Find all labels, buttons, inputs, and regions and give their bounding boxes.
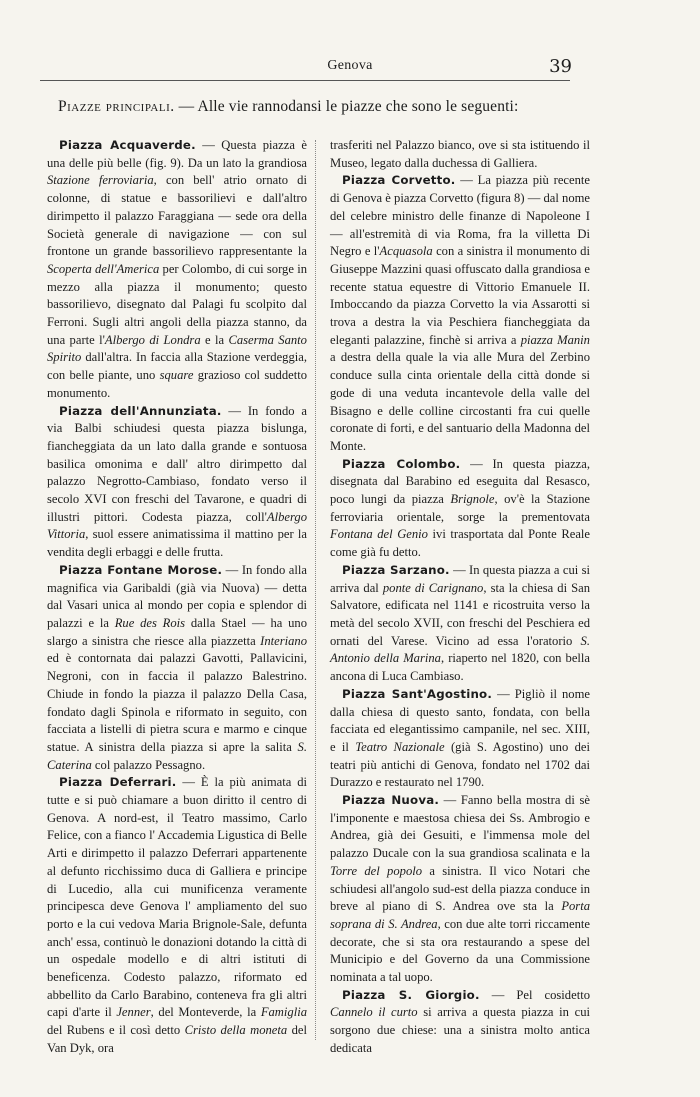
italic-text: Fontana del Genio [330,527,428,542]
italic-text: Acquasola [379,244,433,259]
italic-text: ponte di Carignano [382,580,484,595]
page-number: 39 [549,56,572,77]
column-divider [315,140,316,1040]
italic-text: square [159,368,194,383]
body-text: per Colombo, di cui sorge in mezzo alla piazza il monumento; questo bassorilievo, disegnato dal Palagi fu scolpito dal Ferroni. Sugli altri angoli della piazza stanno, da una parte l' [47,261,307,347]
body-text: trasferiti nel Palazzo bianco, ove si sta istituendo il Museo, legato dalla duchessa di Galliera. [330,138,590,170]
paragraph [330,987,590,1058]
running-title: Genova [327,58,373,73]
body-text: — In questa piazza, disegnata dal Barabino ed eseguita dal Resasco, poco lungi da piazza [330,456,591,507]
body-text: del Van Dyk, ora [47,1023,307,1055]
paragraph-heading: Piazza Sarzano. [342,562,450,577]
body-text: , con due alte torri riccamente decorate, che si sta ora restaurando a spese del Municipio e del Governo da una Commissione nominata a tal uopo. [330,916,590,985]
body-text: ivi trasportata dal Ponte Reale come già fu detto. [330,527,590,560]
paragraph [47,562,307,774]
body-text: si arriva a questa piazza in cui sorgono due chiese: una a sinistra molto antica dedicata [330,1005,590,1055]
paragraph-heading: Piazza Deferrari. [59,775,177,790]
body-text: — È la più animata di tutte e si può chiamare a buon diritto il centro di Genova. A nord-est, il Teatro massimo, Carlo Felice, con a fianco l' Accademia Ligustica di Belle Arti e dirimpetto il palazzo Deferrari appartenente al defunto ricchissimo duca di Galliera e principe di Lucedio, alla cui munificenza veramente principesca deve Genova l' ampliamento del suo porto e la cui vedova Maria Brignole-Sale, defunta anch' essa, continuò le donazioni dotando la città di un ospedale modello e di altri istituti di beneficenza. Codesto palazzo, riformato ed abbellito da Carlo Barabino, conteneva fra gli altri capi d'arte il [47,775,307,1020]
italic-text: Teatro Nazionale [355,739,445,754]
italic-text: Famiglia [260,1005,307,1020]
section-intro [58,98,578,116]
italic-text: Rue des Rois [114,615,186,630]
paragraph-heading: Piazza dell'Annunziata. [59,403,222,418]
body-text: — Pigliò il nome dalla chiesa di questo santo, fondata, con bella facciata ed elegantissimo campanile, nel sec. XIII, e il [330,686,590,754]
italic-text: Albergo Vittoria [47,509,307,542]
body-text: , con bell' atrio ornato di colonne, di statue e bassorilievi e dall'altro dirimpetto il palazzo Faraggiana — sede ora della Società generale di navigazione — con sul frontone un grande bassorilievo rappresentante la [47,173,307,259]
italic-text: Cannelo il curto [330,1005,418,1020]
italic-text: Brignole [450,492,495,507]
body-text: e la [200,332,229,347]
body-text: ed è contornata dai palazzi Gavotti, Pallavicini, Negroni, con in faccia il palazzo Balestrino. Chiude in fondo la piazza il palazzo Della Casa, fondato dagli Spinola e riformato in seguito, con facciata a listelli di pietra scura e marmo e cinque statue. A sinistra della piazza si apre la salita [47,651,307,754]
body-text: — Pel cosidetto [479,987,590,1002]
paragraph [330,137,590,172]
italic-text: Interiano [260,633,307,648]
italic-text: Torre del popolo [330,863,423,878]
italic-text: Cristo della moneta [184,1023,288,1038]
paragraph [330,562,590,686]
body-text: — Fanno bella mostra di sè l'imponente e maestosa chiesa dei Ss. Ambrogio e Andrea, già dei Gesuiti, e l'immensa mole del palazzo Ducale con la sua grandiosa scalinata e la [330,793,590,861]
paragraph [330,456,590,562]
body-text: , suol essere animatissima il mattino per la vendita degli erbaggi e delle frutta. [47,527,307,560]
italic-text: Albergo di Londra [104,332,201,347]
body-text: con a sinistra il monumento di Giuseppe Mazzini quasi offuscato dalla grandiosa e recente statua equestre di Vittorio Emanuele II. Imboccando da piazza Corvetto la via Assarotti si trova a destra la via Peschiera fiancheggiata da eleganti palazzine, finchè si arriva a [330,244,590,347]
body-text: a sinistra. Il vico Notari che schiudesi all'angolo sud-est della piazza conduce in breve al piano di S. Andrea ove sta la [330,863,590,914]
paragraph-heading: Piazza Acquaverde. [59,138,196,152]
paragraph [330,792,590,987]
paragraph-heading: Piazza Fontane Morose. [59,562,223,577]
paragraph-heading: Piazza Corvetto. [342,173,456,188]
italic-text: S. Caterina [47,739,307,772]
section-intro-text: — Alle vie rannodansi le piazze che sono le seguenti: [178,98,519,115]
paragraph-heading: Piazza Colombo. [342,456,461,471]
paragraph-heading: Piazza S. Giorgio. [342,987,480,1002]
paragraph [47,403,307,562]
paragraph [47,137,307,403]
italic-text: Stazione ferroviaria [47,173,154,188]
paragraph-heading: Piazza Sant'Agostino. [342,686,493,701]
body-text: (già S. Agostino) uno dei teatri più antichi di Genova, fondato nel 1702 dai Durazzo e restaurato nel 1790. [330,739,590,790]
italic-text: Caserma Santo Spirito [47,332,307,365]
left-column [47,137,307,1058]
body-text: dall'altra. In faccia alla Stazione verdeggia, con belle piante, uno [47,350,307,383]
italic-text: S. Antonio della Marina [330,633,590,666]
paragraph [47,774,307,1057]
italic-text: piazza Manin [520,332,590,347]
body-text: dalla Stael — ha uno slargo a sinistra che riesce alla piazzetta [47,615,308,648]
header-rule [40,80,570,81]
right-column [330,137,590,1058]
body-text: , riaperto nel 1820, con bella ancona di Luca Cambiaso. [330,651,590,684]
paragraph [330,172,590,455]
body-text: grazioso col suddetto monumento. [47,368,308,400]
italic-text: Scoperta dell'America [47,261,160,276]
italic-text: Jenner [116,1005,151,1020]
body-text: a destra della quale la via alle Mura del Zerbino conduce sulla cinta orientale della città donde si gode di una veduta incantevole della valle del Bisagno e delle colline circostanti fra cui quelle coronate di forti, e del santuario della Madonna del Monte. [330,350,590,453]
paragraph [330,686,590,792]
body-text: , ov'è la Stazione ferroviaria orientale, sorge la prementovata [330,492,590,524]
body-text: — Questa piazza è una delle più belle (fig. 9). Da un lato la grandiosa [47,138,307,170]
body-text: , del Monteverde, la [150,1005,261,1020]
body-text: — In fondo a via Balbi schiudesi questa piazza bislunga, fiancheggiata da un lato dalla grande e sontuosa basilica omonima e dall' altro dirimpetto dal palazzo Negrotto-Cambiaso, fondato verso il secolo XVI con freschi del Tavarone, e quadri di illustri pittori. Codesta piazza, coll' [47,403,308,524]
section-label: Piazze principali. [58,98,175,115]
body-text: — In fondo alla magnifica via Garibaldi (già via Nuova) — detta dal Vasari unica al mondo per copia e splendor di palazzi e la [47,562,307,630]
paragraph-heading: Piazza Nuova. [342,793,440,808]
italic-text: Porta soprana di S. Andrea [330,899,590,931]
body-text: col palazzo Pessagno. [91,757,206,772]
body-text: — In questa piazza a cui si arriva dal [330,562,590,595]
body-text: , sta la chiesa di San Salvatore, edificata nel 1141 e ricostruita verso la metà del secolo XVII, con freschi del Peschiera ed ornati del Varese. Vicino ad essa l'oratorio [330,580,591,648]
body-text: — La piazza più recente di Genova è piazza Corvetto (figura 8) — dal nome del celebre ministro delle finanze di Napoleone I — all'estremità di via Roma, fra la villetta Di Negro e l' [330,173,590,259]
body-text: del Rubens e il così detto [47,1023,185,1038]
